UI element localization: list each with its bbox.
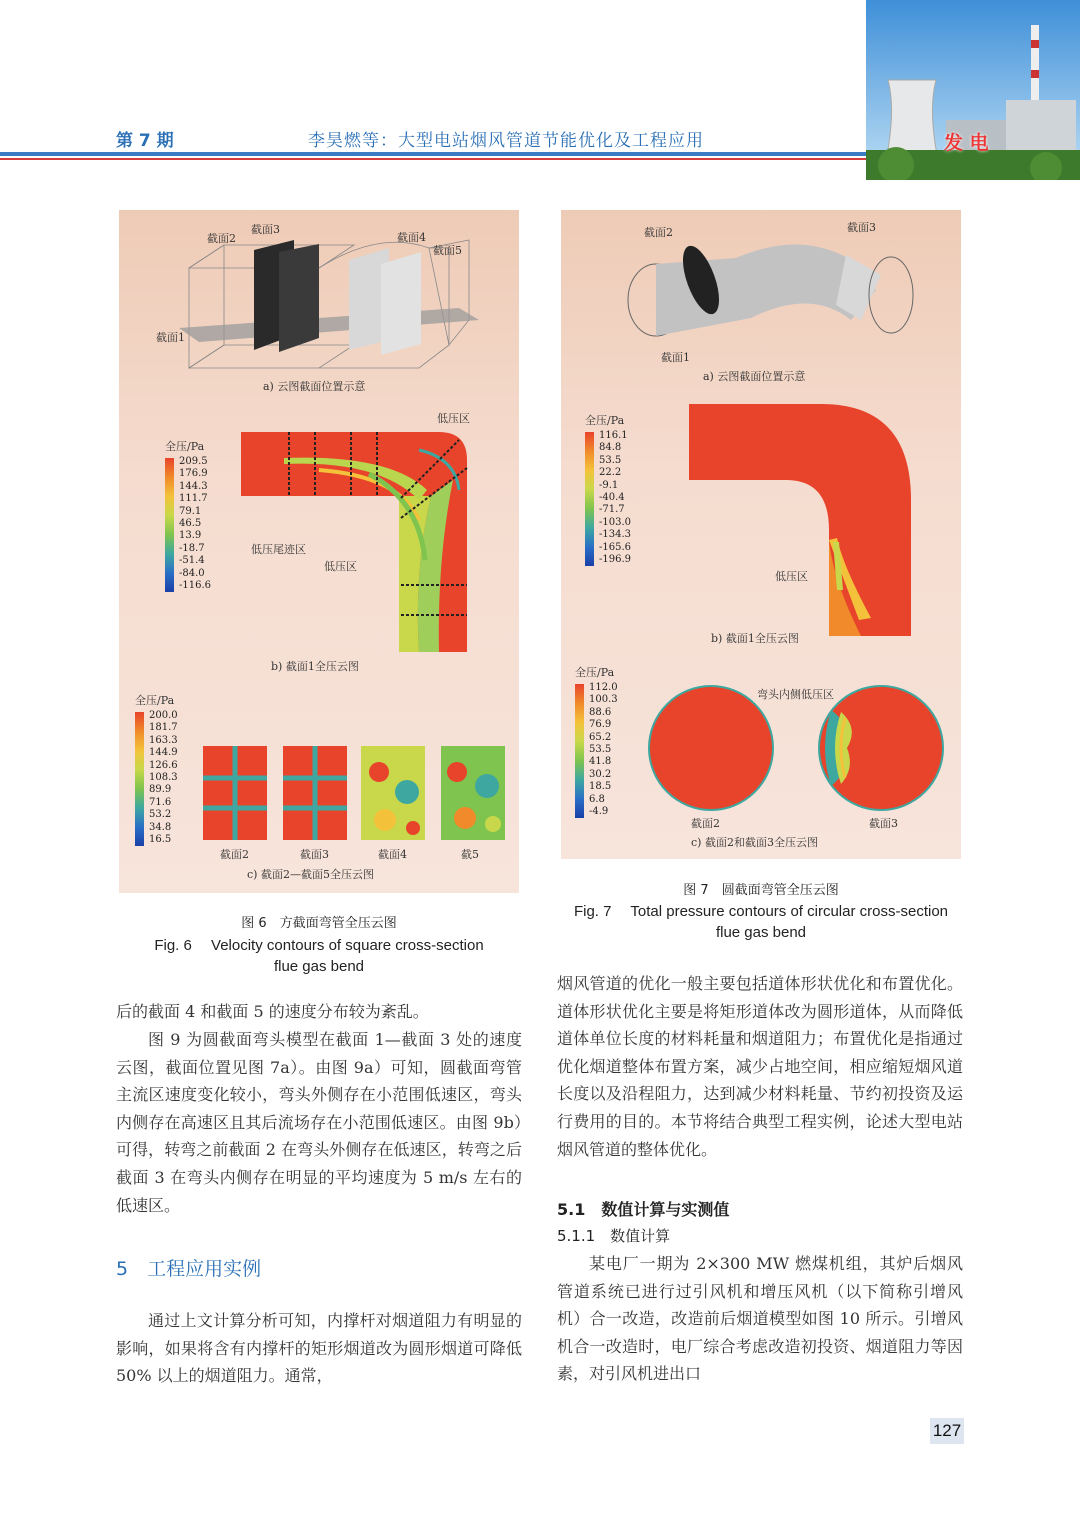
header-rule-blue xyxy=(0,152,866,156)
fig7-caption-cn: 图 7 圆截面弯管全压云图 xyxy=(683,883,839,898)
fig6c-contours xyxy=(199,742,519,842)
fig6c-label-s4: 截面4 xyxy=(378,848,407,861)
fig7-caption-en-line1: Fig. 7 Total pressure contours of circular cross-section xyxy=(573,903,949,920)
fig7c-legend-values: 112.0 100.3 88.6 76.9 65.2 53.5 41.8 30.2 18.5 6.8 -4.9 xyxy=(589,682,618,818)
fig7a-caption: a) 云图截面位置示意 xyxy=(703,370,806,383)
fig6a-label-s5: 截面5 xyxy=(433,244,462,257)
fig6c-label-s3: 截面3 xyxy=(300,848,329,861)
fig7-caption-en-line2: flue gas bend xyxy=(715,924,807,941)
fig7b-legend-values: 116.1 84.8 53.5 22.2 -9.1 -40.4 -71.7 -103.0 -134.3 -165.6 -196.9 xyxy=(599,430,632,566)
fig7a-label-s1: 截面1 xyxy=(661,351,690,364)
right-paragraph-1: 烟风管道的优化一般主要包括道体形状优化和布置优化。道体形状优化主要是将矩形道体改为圆形道体，从而降低道体单位长度的材料耗量和烟道阻力；布置优化是指通过优化烟道整体布置方案，减少占地空间，相应缩短烟风道长度以及沿程阻力，达到减少材料耗量、节约初投资及运行费用的目的。本节将结合典型工程实例，论述大型电站烟风管道的整体优化。 xyxy=(557,974,963,1159)
fig7c-caption: c) 截面2和截面3全压云图 xyxy=(691,836,818,849)
running-title: 李昊燃等：大型电站烟风管道节能优化及工程应用 xyxy=(308,131,704,151)
journal-issue: 第 7 期 xyxy=(116,131,174,151)
fig7a-label-s2: 截面2 xyxy=(644,226,673,239)
fig7c-legend-title: 全压/Pa xyxy=(575,666,615,679)
fig6a-label-s1: 截面1 xyxy=(156,331,185,344)
figure-7-panel xyxy=(561,210,961,859)
left-paragraph-2: 图 9 为圆截面弯头模型在截面 1—截面 3 处的速度云图，截面位置见图 7a）。由图 9a）可知，圆截面弯管主流区速度变化较小，弯头外侧存在小范围低速区，弯头内侧存在高速区且其后流场存在小范围低速区。由图 9b）可得，转弯之前截面 2 在弯头外侧存在低速区，转弯之后截面 3 在弯头内侧存在明显的平均速度为 5 m/s 左右的低速区。 xyxy=(116,1030,522,1215)
fig7c-label-s2: 截面2 xyxy=(691,817,720,830)
fig7c-label-inner-low-pressure: 弯头内侧低压区 xyxy=(757,688,834,701)
fig6b-label-low-pressure: 低压区 xyxy=(324,560,357,573)
right-paragraph-2: 某电厂一期为 2×300 MW 燃煤机组，其炉后烟风管道系统已进行过引风机和增压风机（以下简称引增风机）合一改造，改造前后烟道模型如图 10 所示。引增风机合一改造时，电厂综合考虑改造初投资、烟道阻力等因素，对引风机进出口 xyxy=(557,1254,963,1384)
fig6-caption-en-line2: flue gas bend xyxy=(273,958,365,975)
fig6c-label-s2: 截面2 xyxy=(220,848,249,861)
fig7b-legend-title: 全压/Pa xyxy=(585,414,625,427)
section-heading-5-1-1: 5.1.1 数值计算 xyxy=(557,1227,671,1245)
fig7c-label-s3: 截面3 xyxy=(869,817,898,830)
fig6b-caption: b) 截面1全压云图 xyxy=(271,660,359,673)
left-paragraph-3: 通过上文计算分析可知，内撑杆对烟道阻力有明显的影响，如果将含有内撑杆的矩形烟道改为圆形烟道可降低 50% 以上的烟道阻力。通常， xyxy=(116,1311,522,1386)
fig6a-caption: a) 云图截面位置示意 xyxy=(263,380,366,393)
fig6b-label-low-pressure-top: 低压区 xyxy=(437,412,470,425)
fig6b-legend-title: 全压/Pa xyxy=(165,440,205,453)
fig6c-label-s5: 截5 xyxy=(461,848,479,861)
fig6-caption-cn: 图 6 方截面弯管全压云图 xyxy=(241,916,397,931)
fig7c-colorbar xyxy=(575,684,584,818)
fig6c-caption: c) 截面2—截面5全压云图 xyxy=(247,868,374,881)
fig7a-label-s3: 截面3 xyxy=(847,221,876,234)
fig6a-label-s3: 截面3 xyxy=(251,223,280,236)
fig7b-contour xyxy=(561,390,961,650)
fig6b-label-wake: 低压尾迹区 xyxy=(251,543,306,556)
left-paragraph-1: 后的截面 4 和截面 5 的速度分布较为紊乱。 xyxy=(116,1002,429,1021)
fig6c-legend-title: 全压/Pa xyxy=(135,694,175,707)
fig6b-contour xyxy=(119,410,519,660)
fig6c-colorbar xyxy=(135,712,144,846)
fig7b-label-low-pressure: 低压区 xyxy=(775,570,808,583)
figure-6-panel xyxy=(119,210,519,893)
fig7b-caption: b) 截面1全压云图 xyxy=(711,632,799,645)
fig6a-label-s2: 截面2 xyxy=(207,232,236,245)
fig6a-label-s4: 截面4 xyxy=(397,231,426,244)
fig6-caption-en-line1: Fig. 6 Velocity contours of square cross-section xyxy=(154,937,484,954)
fig7a-schematic xyxy=(561,210,961,380)
section-heading-5-1: 5.1 数值计算与实测值 xyxy=(557,1200,730,1219)
page-number: 127 xyxy=(930,1418,964,1444)
fig6b-legend-values: 209.5 176.9 144.3 111.7 79.1 46.5 13.9 -18.7 -51.4 -84.0 -116.6 xyxy=(179,456,212,592)
section-heading-5: 5 工程应用实例 xyxy=(116,1258,262,1280)
header-rule-red xyxy=(0,158,866,160)
section-label: 发 电 xyxy=(944,132,989,154)
fig6c-legend-values: 200.0 181.7 163.3 144.9 126.6 108.3 89.9 71.6 53.2 34.8 16.5 xyxy=(149,710,178,846)
